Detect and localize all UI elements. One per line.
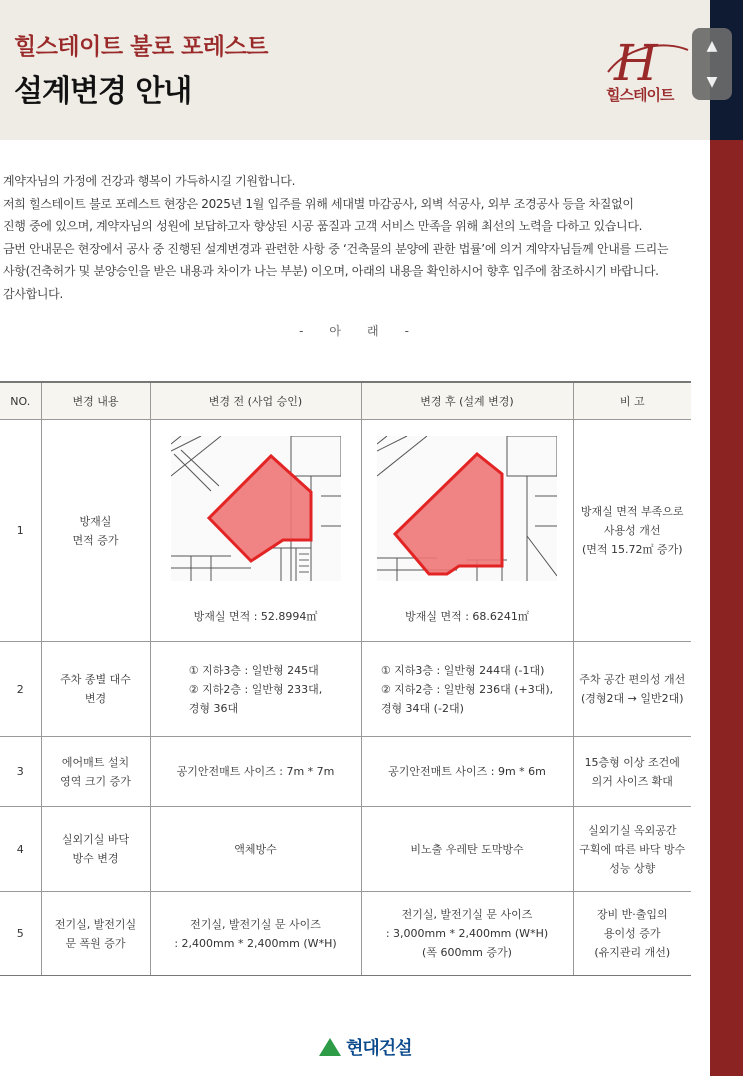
table-row xyxy=(0,737,691,807)
side-bar xyxy=(710,0,743,1076)
floor-plan-before-image xyxy=(171,436,341,581)
footer-logo xyxy=(318,1034,412,1060)
row-after: 전기실, 발전기실 문 사이즈 : 3,000mm * 2,400mm (W*H) (폭 600mm 증가) xyxy=(361,892,573,976)
scroll-down-icon[interactable]: ▼ xyxy=(706,74,718,90)
svg-text:H: H xyxy=(614,34,658,92)
section-divider: - 아 래 - xyxy=(299,324,411,338)
table-header-row xyxy=(0,382,691,420)
header-no: NO. xyxy=(0,382,41,420)
row-no: 3 xyxy=(0,737,41,807)
row-before: 액체방수 xyxy=(150,807,361,892)
header-item: 변경 내용 xyxy=(41,382,150,420)
row-before xyxy=(150,642,361,737)
after-area-label: 방재실 면적 : 68.6241㎡ xyxy=(405,609,529,623)
header xyxy=(0,0,710,140)
logo-text: 힐스테이트 xyxy=(606,86,674,104)
row-before: 전기실, 발전기실 문 사이즈 : 2,400mm * 2,400mm (W*H) xyxy=(150,892,361,976)
row-item: 실외기실 바닥 방수 변경 xyxy=(41,807,150,892)
row-after xyxy=(361,420,573,642)
row-note: 방재실 면적 부족으로 사용성 개선 (면적 15.72㎡ 증가) xyxy=(573,420,691,642)
intro-line: 금번 안내문은 현장에서 공사 중 진행된 설계변경과 관련한 사항 중 ‘건축물의 분양에 관한 법률’에 의거 계약자님들께 안내를 드리는 xyxy=(3,241,669,256)
header-before: 변경 전 (사업 승인) xyxy=(150,382,361,420)
row-no: 1 xyxy=(0,420,41,642)
row-item: 전기실, 발전기실 문 폭원 증가 xyxy=(41,892,150,976)
header-after: 변경 후 (설계 변경) xyxy=(361,382,573,420)
row-after xyxy=(361,642,573,737)
brand-name: 힐스테이트 불로 포레스트 xyxy=(14,34,268,60)
intro-line: 사항(건축허가 및 분양승인을 받은 내용과 차이가 나는 부분) 이오며, 아래의 내용을 확인하시어 향후 입주에 참조하시기 바랍니다. xyxy=(3,264,659,278)
row-item: 방재실 면적 증가 xyxy=(41,420,150,642)
table-row xyxy=(0,892,691,976)
header-note: 비 고 xyxy=(573,382,691,420)
row-note: 실외기실 옥외공간 구획에 따른 바닥 방수 성능 상향 xyxy=(573,807,691,892)
before-area-label: 방재실 면적 : 52.8994㎡ xyxy=(193,609,318,623)
row-note: 15층형 이상 조건에 의거 사이즈 확대 xyxy=(573,737,691,807)
table-row xyxy=(0,642,691,737)
row-item: 에어매트 설치 영역 크기 증가 xyxy=(41,737,150,807)
row-note: 장비 반·출입의 용이성 증가 (유지관리 개선) xyxy=(573,892,691,976)
row-before: 공기안전매트 사이즈 : 7m * 7m xyxy=(150,737,361,807)
row-item: 주차 종별 대수 변경 xyxy=(41,642,150,737)
row-no: 2 xyxy=(0,642,41,737)
table-row xyxy=(0,807,691,892)
floor-plan-after-image xyxy=(377,436,557,581)
row-after: 비노출 우레탄 도막방수 xyxy=(361,807,573,892)
row-no: 4 xyxy=(0,807,41,892)
parking-after-list: ① 지하3층 : 일반형 244대 (-1대) ② 지하2층 : 일반형 236대 (+3대), 경형 34대 (-2대) xyxy=(380,663,554,715)
row-no: 5 xyxy=(0,892,41,976)
intro-text xyxy=(3,170,703,305)
table-row xyxy=(0,420,691,642)
page-title: 설계변경 안내 xyxy=(14,74,192,109)
scroll-up-icon[interactable]: ▲ xyxy=(706,38,718,54)
intro-line: 진행 중에 있으며, 계약자님의 성원에 보답하고자 향상된 시공 품질과 고객 서비스 만족을 위해 최선의 노력을 다하고 있습니다. xyxy=(3,219,643,233)
intro-line: 계약자님의 가정에 건강과 행복이 가득하시길 기원합니다. xyxy=(3,174,296,188)
parking-before-list: ① 지하3층 : 일반형 245대 ② 지하2층 : 일반형 233대, 경형 36대 xyxy=(188,663,323,715)
row-after: 공기안전매트 사이즈 : 9m * 6m xyxy=(361,737,573,807)
intro-line: 감사합니다. xyxy=(3,286,63,301)
scroll-control[interactable] xyxy=(692,28,732,100)
intro-line: 저희 힐스테이트 불로 포레스트 현장은 2025년 1월 입주를 위해 세대별 마감공사, 외벽 석공사, 외부 조경공사 등을 차질없이 xyxy=(3,196,634,211)
row-note: 주차 공간 편의성 개선 (경형2대 → 일반2대) xyxy=(573,642,691,737)
design-change-table xyxy=(0,381,691,976)
triangle-logo-icon xyxy=(318,1037,342,1057)
row-before xyxy=(150,420,361,642)
company-name: 현대건설 xyxy=(346,1038,412,1059)
